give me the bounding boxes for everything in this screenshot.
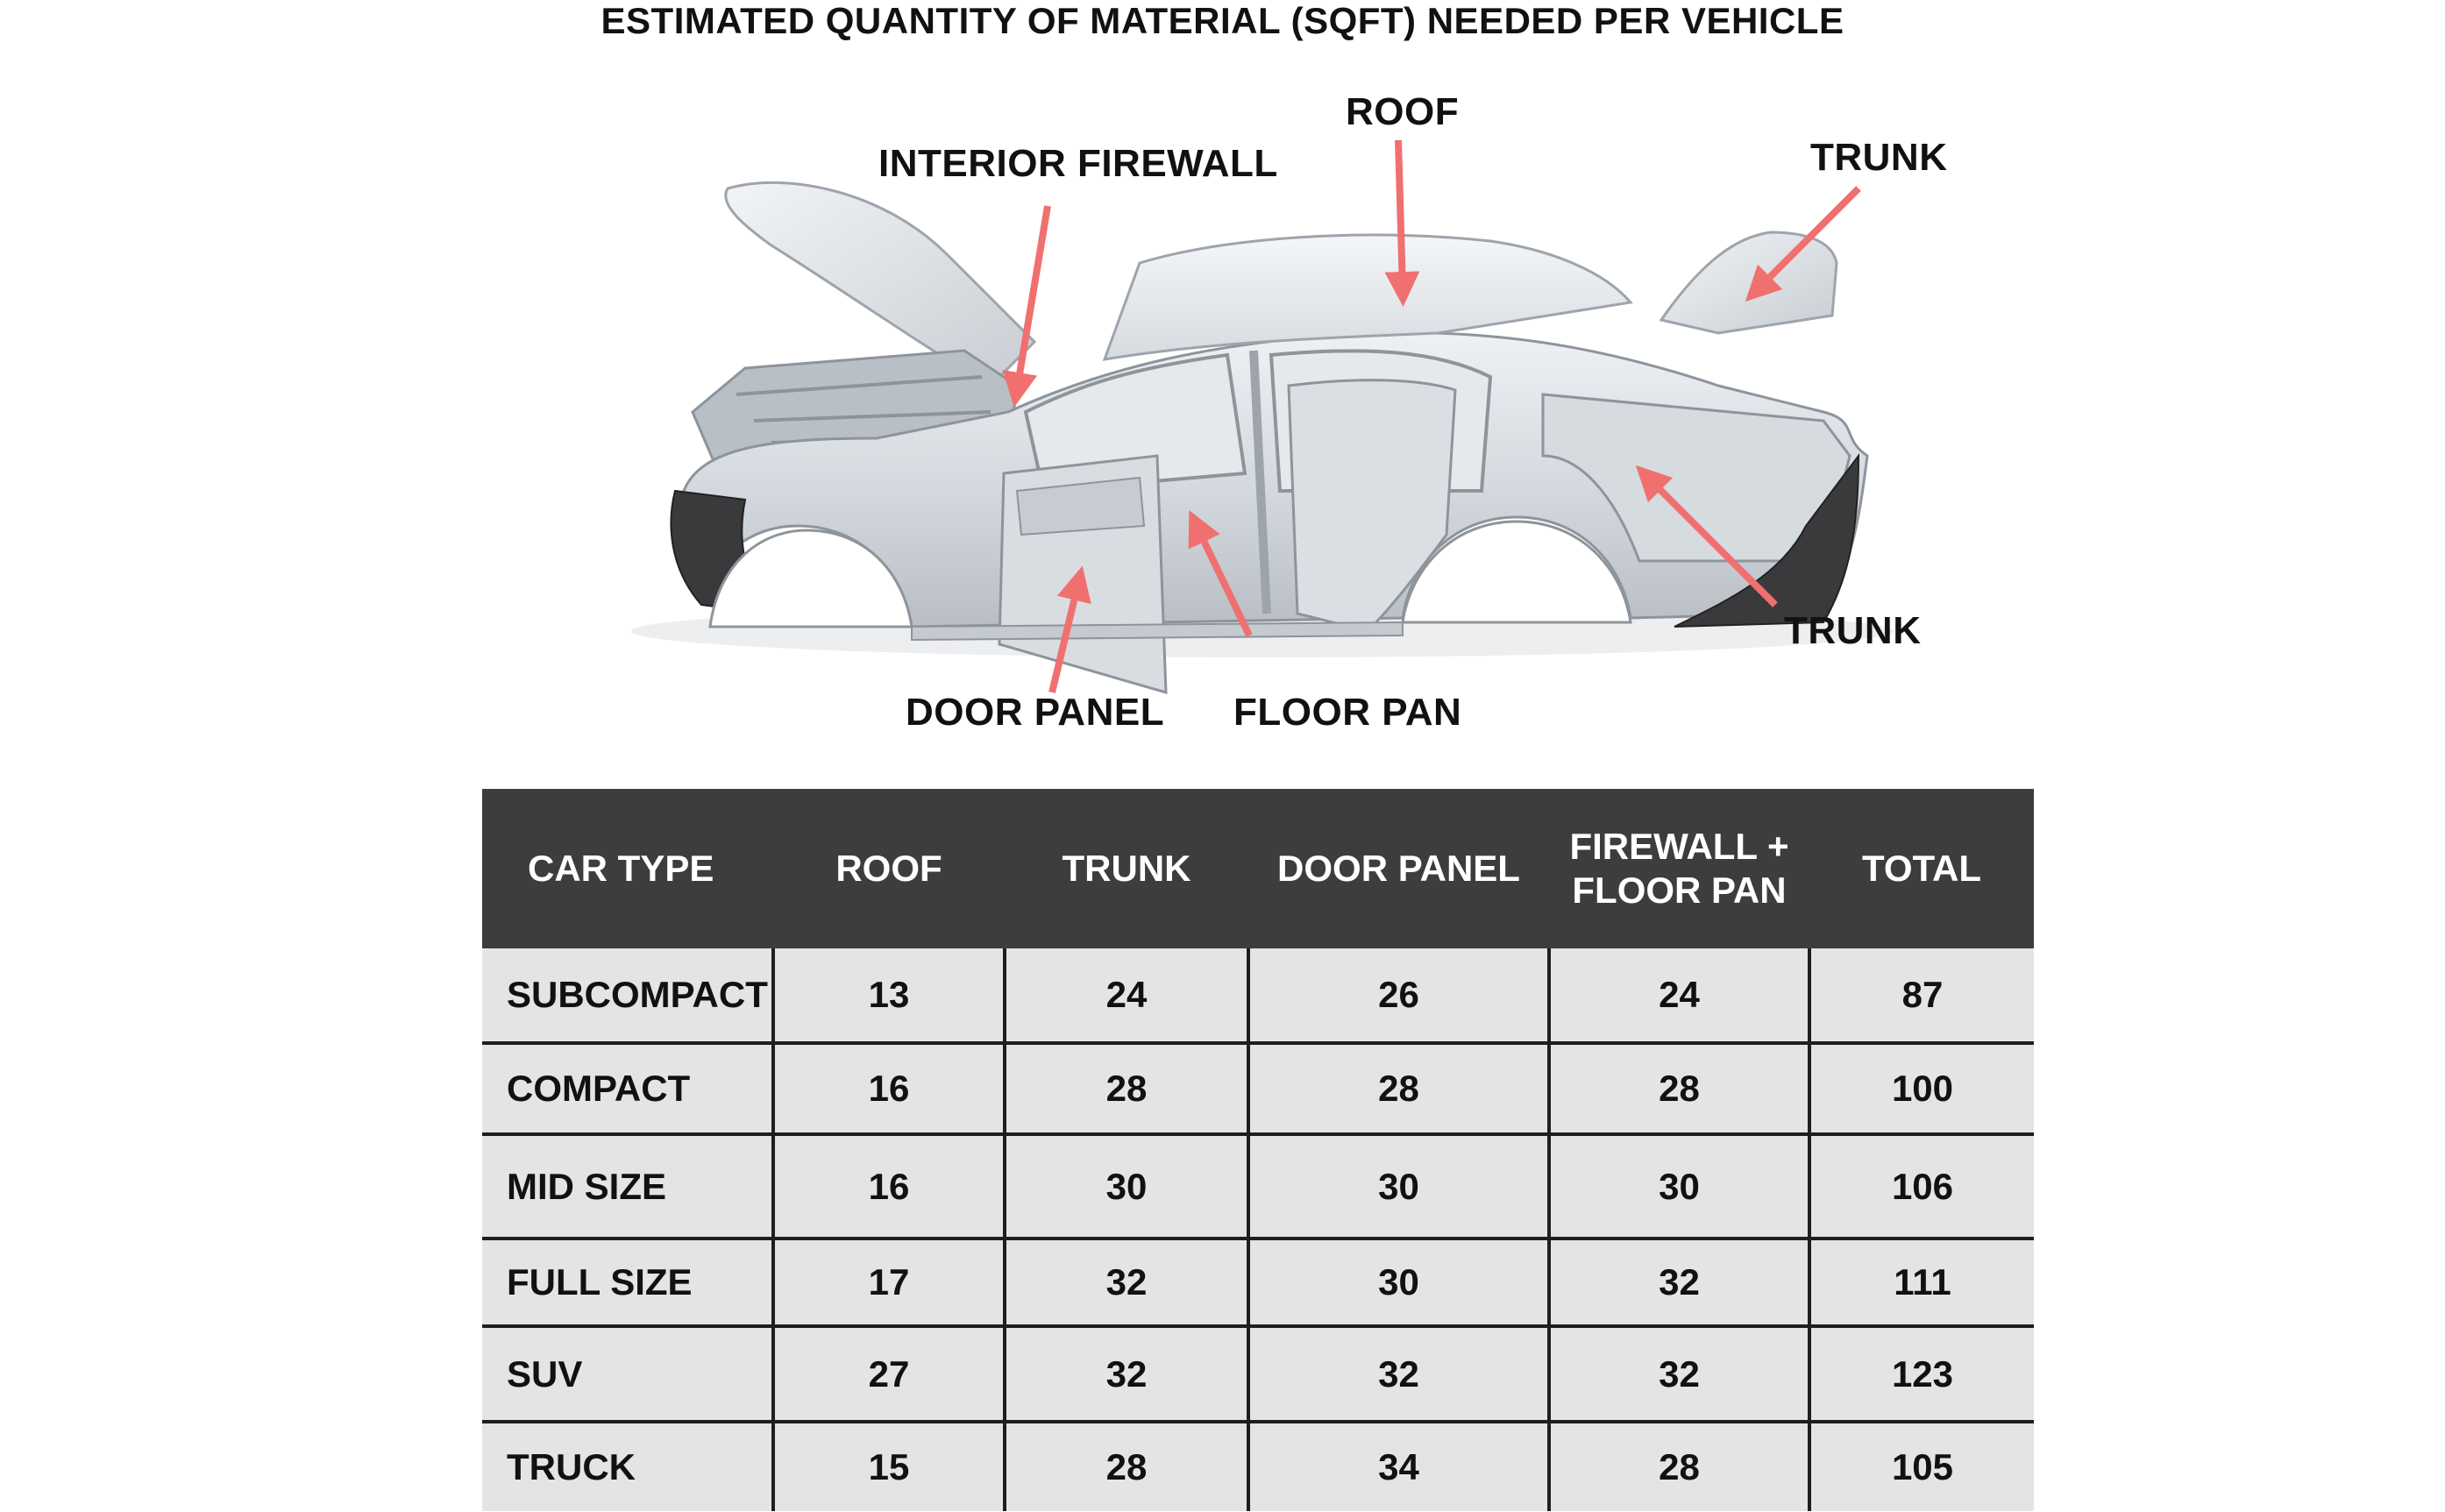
cell-car-type: TRUCK: [482, 1422, 773, 1511]
cell-firewall-floor-pan: 30: [1549, 1134, 1809, 1239]
cell-firewall-floor-pan: 28: [1549, 1422, 1809, 1511]
material-table: [482, 789, 2034, 1511]
arrow-roof: [1398, 140, 1403, 289]
table-row: [482, 1043, 2034, 1134]
cell-car-type: FULL SIZE: [482, 1239, 773, 1326]
table-row: [482, 1134, 2034, 1239]
table-row: [482, 1326, 2034, 1422]
cell-roof: 17: [773, 1239, 1005, 1326]
table-row: [482, 948, 2034, 1043]
cell-door-panel: 28: [1248, 1043, 1549, 1134]
cell-trunk: 28: [1005, 1422, 1248, 1511]
table-row: [482, 1422, 2034, 1511]
cell-trunk: 32: [1005, 1239, 1248, 1326]
cell-total: 105: [1809, 1422, 2034, 1511]
table-header-row: [482, 789, 2034, 948]
header-firewall-floor-pan: [1549, 789, 1809, 948]
cell-roof: 15: [773, 1422, 1005, 1511]
cell-total: 100: [1809, 1043, 2034, 1134]
callout-door-panel: DOOR PANEL: [906, 691, 1165, 734]
trunk-lid: [1661, 232, 1837, 333]
header-roof: ROOF: [773, 789, 1005, 948]
cell-car-type: SUBCOMPACT: [482, 948, 773, 1043]
cell-total: 123: [1809, 1326, 2034, 1422]
arrow-interior-firewall: [1017, 206, 1048, 390]
cell-car-type: MID SIZE: [482, 1134, 773, 1239]
cell-trunk: 32: [1005, 1326, 1248, 1422]
callout-interior-firewall: INTERIOR FIREWALL: [878, 142, 1278, 185]
header-firewall-line2: FLOOR PAN: [1572, 870, 1787, 911]
callout-trunk-top: TRUNK: [1810, 136, 1948, 179]
cell-firewall-floor-pan: 32: [1549, 1326, 1809, 1422]
cell-total: 87: [1809, 948, 2034, 1043]
header-trunk: TRUNK: [1005, 789, 1248, 948]
cell-door-panel: 26: [1248, 948, 1549, 1043]
header-car-type: CAR TYPE: [482, 789, 773, 948]
cell-trunk: 28: [1005, 1043, 1248, 1134]
cell-door-panel: 30: [1248, 1239, 1549, 1326]
cell-trunk: 24: [1005, 948, 1248, 1043]
cell-roof: 13: [773, 948, 1005, 1043]
cell-total: 106: [1809, 1134, 2034, 1239]
cell-roof: 27: [773, 1326, 1005, 1422]
header-firewall-line1: FIREWALL +: [1569, 826, 1789, 867]
cell-firewall-floor-pan: 32: [1549, 1239, 1809, 1326]
cell-car-type: SUV: [482, 1326, 773, 1422]
cell-roof: 16: [773, 1043, 1005, 1134]
cell-door-panel: 32: [1248, 1326, 1549, 1422]
hood-panel: [726, 182, 1034, 386]
cell-trunk: 30: [1005, 1134, 1248, 1239]
header-door-panel: DOOR PANEL: [1248, 789, 1549, 948]
cell-door-panel: 30: [1248, 1134, 1549, 1239]
cell-firewall-floor-pan: 28: [1549, 1043, 1809, 1134]
cell-door-panel: 34: [1248, 1422, 1549, 1511]
callout-floor-pan: FLOOR PAN: [1233, 691, 1462, 734]
cell-car-type: COMPACT: [482, 1043, 773, 1134]
cell-roof: 16: [773, 1134, 1005, 1239]
cell-firewall-floor-pan: 24: [1549, 948, 1809, 1043]
chart-title: ESTIMATED QUANTITY OF MATERIAL (SQFT) NEEDED PER VEHICLE: [601, 0, 1844, 41]
header-total: TOTAL: [1809, 789, 2034, 948]
callout-roof: ROOF: [1346, 90, 1460, 133]
cell-total: 111: [1809, 1239, 2034, 1326]
table-row: [482, 1239, 2034, 1326]
callout-trunk-bottom: TRUNK: [1784, 609, 1922, 652]
